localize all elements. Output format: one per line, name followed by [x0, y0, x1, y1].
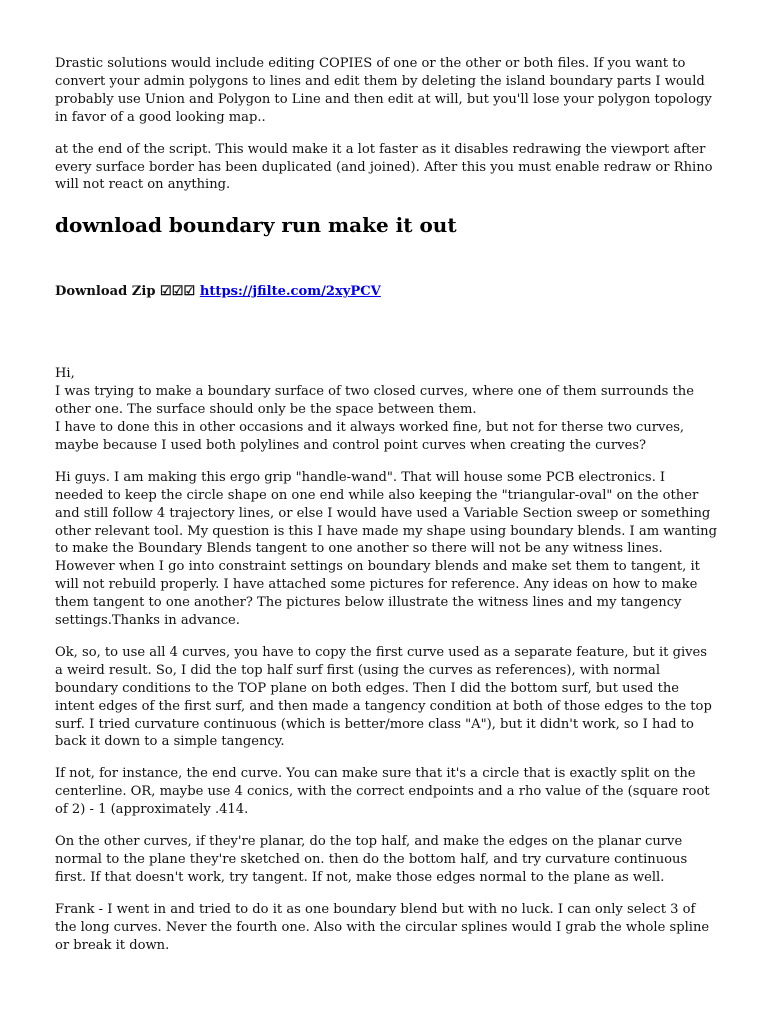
paragraph-ergo-grip: Hi guys. I am making this ergo grip "handle-wand". That will house some PCB electronics. I needed to keep the circle shape on one end while also keeping the "triangular-oval" on the other and still follow 4 trajectory lines, or else I would have used a Variable Section sweep or something other relevant tool. My question is this I have made my shape using boundary blends. I am wanting to make the Boundary Blends tangent to one another so there will not be any witness lines. However when I go into constraint settings on boundary blends and make set them to tangent, it will not rebuild properly. I have attached some pictures for reference. Any ideas on how to make them tangent to one another? The pictures below illustrate the witness lines and my tangency settings.Thanks in advance.: [55, 469, 717, 629]
download-link[interactable]: https://jfilte.com/2xyPCV: [199, 284, 381, 300]
arrow-glyphs-icon: ☑☑☑: [160, 284, 196, 300]
intro-line-history: I have to done this in other occasions and it always worked fine, but not for therse two curves, maybe because I used both polylines and control point curves when creating the curves?: [55, 419, 685, 453]
paragraph-end-curve: If not, for instance, the end curve. You can make sure that it's a circle that is exactly split on the centerline. OR, maybe use 4 conics, with the correct endpoints and a rho value of the (square root of 2) - 1 (approximately .414.: [55, 766, 710, 818]
paragraph-frank-reply: Frank - I went in and tried to do it as one boundary blend but with no luck. I can only select 3 of the long curves. Never the fourth one. Also with the circular splines would I grab the whole spline or break it down.: [55, 901, 710, 953]
document-page: [55, 55, 717, 969]
paragraph-other-curves: On the other curves, if they're planar, do the top half, and make the edges on the planar curve normal to the plane they're sketched on. then do the bottom half, and try curvature continuous first. If that doesn't work, try tangent. If not, make those edges normal to the plane as well.: [55, 834, 688, 885]
paragraph-drastic-solutions: Drastic solutions would include editing COPIES of one or the other or both files. If you want to convert your admin polygons to lines and edit them by deleting the island boundary parts I would probably use Union and Polygon to Line and then edit at will, but you'll lose your polygon topology in favor of a good looking map..: [55, 56, 712, 125]
page-heading: download boundary run make it out: [55, 213, 457, 238]
intro-greeting: Hi,: [55, 366, 75, 382]
paragraph-use-all-curves: Ok, so, to use all 4 curves, you have to copy the first curve used as a separate feature, but it gives a weird result. So, I did the top half surf first (using the curves as references), with normal boundary conditions to the TOP plane on both edges. Then I did the bottom surf, but used the intent edges of the first surf, and then made a tangency condition at both of those edges to the top surf. I tried curvature continuous (which is better/more class "A"), but it didn't work, so I had to back it down to a simple tangency.: [55, 644, 712, 750]
intro-block: [55, 365, 717, 455]
download-label: Download Zip: [55, 284, 156, 300]
intro-line-question: I was trying to make a boundary surface of two closed curves, where one of them surrounds the other one. The surface should only be the space between them.: [55, 384, 694, 418]
download-line: [55, 283, 717, 301]
paragraph-script-end: at the end of the script. This would make it a lot faster as it disables redrawing the viewport after every surface border has been duplicated (and joined). After this you must enable redraw or Rhino will not react on anything.: [55, 141, 713, 193]
